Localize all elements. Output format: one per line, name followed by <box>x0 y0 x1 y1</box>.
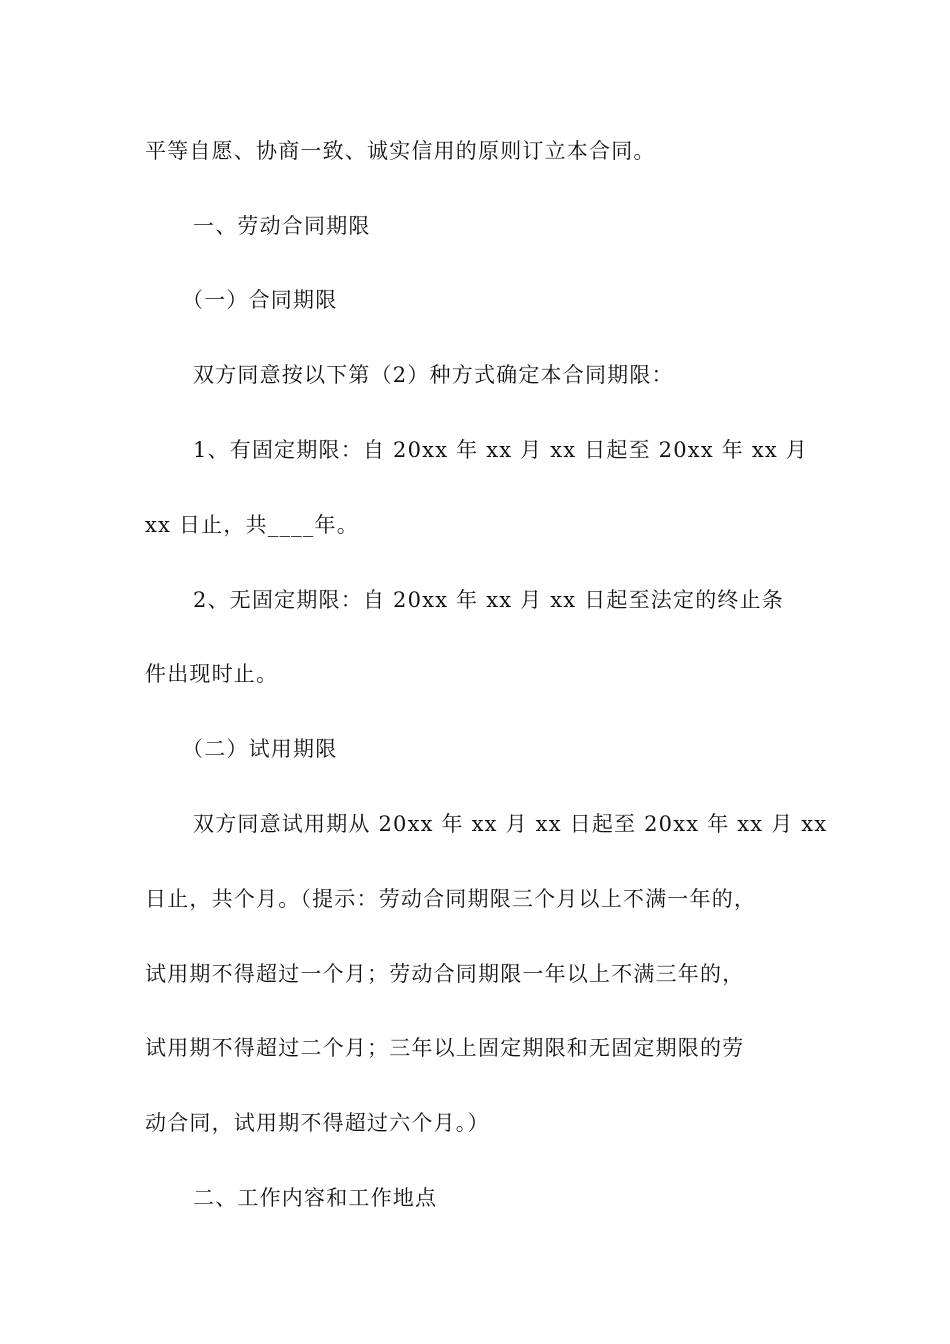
paragraph-line-principles: 平等自愿、协商一致、诚实信用的原则订立本合同。 <box>145 139 656 163</box>
paragraph-line-fixed-term-end: xx 日止，共____年。 <box>145 513 359 537</box>
paragraph-line-fixed-term: 1、有固定期限：自 20xx 年 xx 月 xx 日起至 20xx 年 xx 月 <box>193 438 808 462</box>
subsection-heading-contract-period: （一）合同期限 <box>182 288 338 312</box>
paragraph-line-probation-start: 双方同意试用期从 20xx 年 xx 月 xx 日起至 20xx 年 xx 月 xx <box>193 812 828 836</box>
paragraph-line-probation-note-4: 动合同，试用期不得超过六个月。） <box>145 1111 490 1135</box>
paragraph-line-open-term-end: 件出现时止。 <box>145 662 279 686</box>
paragraph-line-open-term: 2、无固定期限：自 20xx 年 xx 月 xx 日起至法定的终止条 <box>193 588 784 612</box>
paragraph-line-probation-note-3: 试用期不得超过二个月；三年以上固定期限和无固定期限的劳 <box>145 1036 745 1060</box>
paragraph-line-probation-note-1: 日止，共个月。（提示：劳动合同期限三个月以上不满一年的， <box>145 887 757 911</box>
paragraph-line-probation-note-2: 试用期不得超过一个月；劳动合同期限一年以上不满三年的， <box>145 962 745 986</box>
section-heading-work-content-location: 二、工作内容和工作地点 <box>193 1186 438 1210</box>
subsection-heading-probation-period: （二）试用期限 <box>182 737 338 761</box>
paragraph-line-agreement-method: 双方同意按以下第（2）种方式确定本合同期限： <box>193 363 674 387</box>
section-heading-contract-term: 一、劳动合同期限 <box>193 214 371 238</box>
